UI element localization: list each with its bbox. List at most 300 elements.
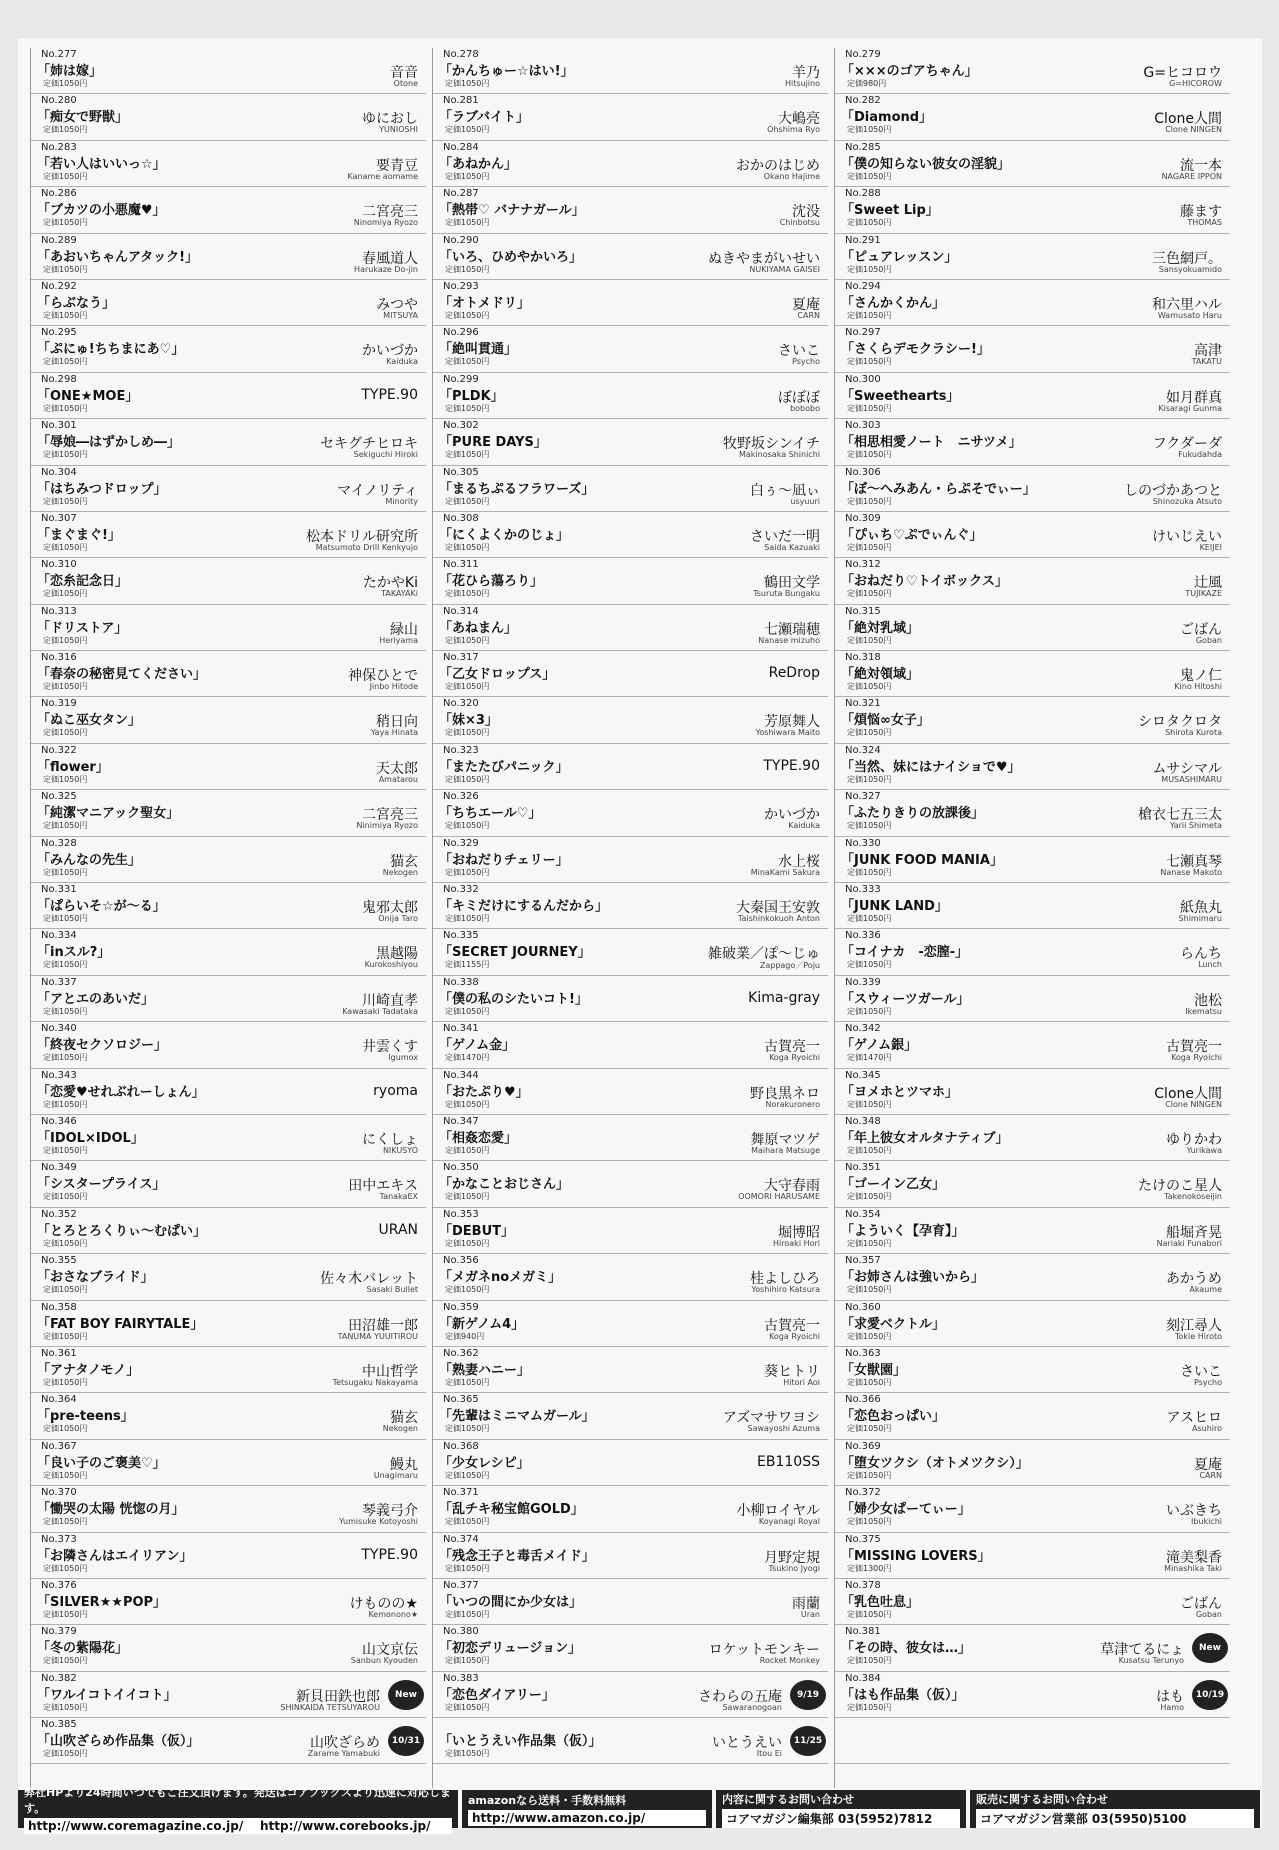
entry-price: 定価1050円: [847, 728, 892, 738]
catalog-entry: [433, 1533, 828, 1579]
footer-amazon-url[interactable]: http://www.amazon.co.jp/: [468, 1810, 706, 1826]
entry-author-romaji: SHINKAIDA TETSUYAROU: [280, 1702, 380, 1712]
entry-title: 「PURE DAYS」: [439, 435, 547, 451]
entry-author-romaji: Sasaki Bullet: [366, 1285, 418, 1295]
catalog-entry: [835, 1115, 1230, 1161]
entry-title: 「まるちぷるフラワーズ」: [439, 481, 595, 497]
entry-author-romaji: Harukaze Do-jin: [354, 264, 418, 274]
entry-author: にくしょ: [362, 1131, 418, 1148]
entry-author: 鰻丸: [390, 1456, 418, 1473]
catalog-entry: [31, 326, 426, 372]
entry-number: No.361: [41, 1347, 77, 1359]
entry-author: EB110SS: [757, 1453, 820, 1470]
entry-author: URAN: [378, 1221, 418, 1238]
entry-author-romaji: Yarii Shimeta: [1169, 821, 1222, 831]
entry-title: 「残念王子と毒舌メイド」: [439, 1548, 595, 1564]
entry-title: 「おねだり♡トイボックス」: [841, 574, 1008, 590]
entry-number: No.280: [41, 95, 77, 107]
entry-number: No.327: [845, 791, 881, 803]
entry-number: No.367: [41, 1440, 77, 1452]
entry-price: 定価980円: [847, 79, 887, 88]
entry-number: No.340: [41, 1023, 77, 1035]
entry-price: 定価1050円: [847, 357, 892, 367]
entry-number: No.308: [443, 512, 479, 524]
entry-price: 定価1050円: [43, 682, 88, 692]
entry-author-romaji: Sawayoshi Azuma: [747, 1424, 820, 1434]
entry-author-romaji: Sansyokuamido: [1158, 264, 1222, 274]
entry-title: 「ワルイコトイイコト」: [37, 1687, 177, 1703]
entry-number: No.356: [443, 1255, 479, 1267]
entry-price: 定価1470円: [847, 1053, 892, 1063]
entry-author: 琴義弓介: [362, 1503, 418, 1520]
catalog-entry: [31, 1069, 426, 1115]
entry-author: らんち: [1180, 946, 1222, 963]
entry-number: No.379: [41, 1626, 77, 1638]
entry-number: No.322: [41, 744, 77, 756]
entry-price: 定価1050円: [847, 589, 892, 599]
entry-price: 定価1050円: [847, 1424, 892, 1434]
entry-author-romaji: Rocket Monkey: [759, 1656, 820, 1666]
catalog-entry: [433, 1625, 828, 1671]
catalog-entry: [835, 651, 1230, 697]
entry-price: 定価1050円: [445, 125, 490, 135]
entry-title: 「オトメドリ」: [439, 295, 530, 311]
entry-author-romaji: TAKAYAKi: [381, 589, 418, 599]
entry-author-romaji: Heriyama: [379, 635, 418, 645]
entry-author-romaji: Ninomiya Ryozo: [353, 218, 418, 228]
entry-number: No.353: [443, 1208, 479, 1220]
footer-content-label: 内容に関するお問い合わせ: [722, 1792, 854, 1806]
entry-author: はも: [1156, 1688, 1184, 1705]
catalog-entry: [31, 1161, 426, 1207]
catalog-entry: [433, 1254, 828, 1300]
entry-author-romaji: Zarame Yamabuki: [307, 1749, 380, 1759]
entry-price: 定価1050円: [847, 821, 892, 831]
entry-author-romaji: Koga Ryoichi: [1171, 1053, 1222, 1063]
entry-author-romaji: Norakuronero: [765, 1099, 820, 1109]
entry-author-romaji: Jinbo Hitode: [369, 682, 418, 692]
entry-author: TYPE.90: [763, 757, 820, 774]
entry-number: No.368: [443, 1440, 479, 1452]
entry-price: 定価1050円: [847, 774, 892, 784]
catalog-entry: [835, 187, 1230, 233]
entry-author-romaji: TanakaEX: [379, 1192, 418, 1202]
entry-author: 佐々木バレット: [320, 1271, 418, 1288]
entry-author: 雨蘭: [792, 1595, 820, 1612]
catalog-entry: [835, 1301, 1230, 1347]
entry-author-romaji: Sanbun Kyouden: [350, 1656, 418, 1666]
entry-author-romaji: Yurikawa: [1186, 1145, 1222, 1155]
entry-price: 定価1050円: [445, 1470, 490, 1480]
entry-author: 緑山: [390, 621, 418, 638]
entry-title: 「らぶなう」: [37, 295, 116, 311]
entry-title: 「FAT BOY FAIRYTALE」: [37, 1316, 204, 1332]
entry-author-romaji: Ninimiya Ryozo: [356, 821, 418, 831]
entry-price: 定価1050円: [847, 218, 892, 228]
catalog-entry: [433, 419, 828, 465]
catalog-entry: [835, 1393, 1230, 1439]
entry-author-romaji: Matsumoto Drill Kenkyujo: [315, 542, 418, 552]
entry-title: 「僕の知らない彼女の淫貌」: [841, 156, 1011, 172]
entry-number: No.290: [443, 234, 479, 246]
footer-sales-box: [970, 1790, 1260, 1828]
entry-title: 「女獣園」: [841, 1362, 907, 1378]
entry-price: 定価1050円: [445, 589, 490, 599]
catalog-entry: [835, 1254, 1230, 1300]
entry-author-romaji: Tokie Hiroto: [1174, 1331, 1222, 1341]
entry-author-romaji: Igumox: [388, 1053, 418, 1063]
release-badge: 10/31: [388, 1726, 424, 1756]
entry-author-romaji: Goban: [1195, 635, 1222, 645]
entry-title: 「山吹ざらめ作品集（仮）」: [37, 1734, 200, 1750]
entry-author-romaji: Yumisuke Kotoyoshi: [339, 1517, 418, 1527]
catalog-entry: [835, 1208, 1230, 1254]
entry-author-romaji: Zappago／Poju: [759, 961, 820, 971]
entry-author: 辻風: [1194, 575, 1222, 592]
entry-author-romaji: NUKIYAMA GAISEI: [749, 264, 820, 274]
catalog-entry: [835, 1579, 1230, 1625]
catalog-entry: [433, 373, 828, 419]
entry-title: 「MISSING LOVERS」: [841, 1548, 991, 1564]
catalog-entry: [433, 605, 828, 651]
catalog-entry: [31, 1533, 426, 1579]
entry-author: 大守春雨: [764, 1178, 820, 1195]
entry-author-romaji: Shimimaru: [1178, 914, 1222, 924]
entry-author-romaji: TUJIKAZE: [1185, 589, 1222, 599]
entry-price: 定価1050円: [43, 496, 88, 506]
catalog-entry: [433, 48, 828, 94]
entry-price: 定価1050円: [445, 1145, 490, 1155]
catalog-entry: [31, 419, 426, 465]
catalog-grid: [30, 48, 1230, 1788]
entry-price: 定価1050円: [43, 1470, 88, 1480]
entry-title: 「相思相愛ノート ニサツメ」: [841, 435, 1022, 451]
entry-number: No.355: [41, 1255, 77, 1267]
entry-title: 「Diamond」: [841, 110, 933, 126]
entry-title: 「冬の紫陽花」: [37, 1641, 129, 1657]
entry-author-romaji: Sekiguchi Hiroki: [353, 450, 418, 460]
entry-price: 定価1050円: [847, 1145, 892, 1155]
entry-author-romaji: Koga Ryoichi: [769, 1053, 820, 1063]
entry-author: さいだ一明: [750, 528, 820, 545]
entry-number: No.311: [443, 559, 479, 571]
catalog-entry: [433, 466, 828, 512]
entry-number: No.310: [41, 559, 77, 571]
entry-price: 定価1050円: [847, 450, 892, 460]
entry-author: 紙魚丸: [1180, 900, 1222, 917]
catalog-entry: [835, 883, 1230, 929]
entry-author: いとうえい: [712, 1735, 782, 1752]
catalog-entry: [433, 512, 828, 558]
entry-author-romaji: Clone NINGEN: [1165, 1099, 1222, 1109]
entry-title: 「おたぷり♥」: [439, 1084, 529, 1100]
entry-title: 「アとエのあいだ」: [37, 991, 155, 1007]
entry-number: No.364: [41, 1394, 77, 1406]
entry-author: 猫玄: [390, 1410, 418, 1427]
footer: [18, 1786, 1262, 1833]
entry-price: 定価1050円: [445, 1702, 490, 1712]
entry-price: 定価1050円: [43, 1053, 88, 1063]
entry-author-romaji: Tetsugaku Nakayama: [332, 1377, 418, 1387]
catalog-entry: [433, 929, 828, 975]
entry-price: 定価1050円: [847, 635, 892, 645]
entry-number: No.309: [845, 512, 881, 524]
entry-number: No.360: [845, 1301, 881, 1313]
catalog-entry: [433, 1301, 828, 1347]
catalog-entry: [835, 94, 1230, 140]
entry-number: No.314: [443, 605, 479, 617]
entry-author-romaji: Okano Hajime: [763, 171, 820, 181]
entry-author-romaji: MITSUYA: [383, 310, 418, 320]
entry-price: 定価1050円: [445, 1192, 490, 1202]
entry-number: No.382: [41, 1672, 77, 1684]
entry-title: 「その時、彼女は…」: [841, 1641, 972, 1657]
entry-author: G=ヒコロウ: [1143, 65, 1222, 81]
catalog-entry: [433, 141, 828, 187]
entry-price: 定価1470円: [445, 1053, 490, 1063]
entry-author: 川崎直孝: [362, 992, 418, 1009]
entry-author-romaji: Kusatsu Terunyo: [1118, 1656, 1184, 1666]
entry-author: フクダーダ: [1152, 436, 1222, 453]
entry-author-romaji: TANUMA YUUITIROU: [337, 1331, 418, 1341]
entry-author: 古賀亮一: [1166, 1039, 1222, 1056]
entry-author: 古賀亮一: [764, 1317, 820, 1334]
entry-price: 定価1050円: [445, 774, 490, 784]
entry-number: No.369: [845, 1440, 881, 1452]
entry-author: 古賀亮一: [764, 1039, 820, 1056]
entry-author-romaji: Yaya Hinata: [370, 728, 418, 738]
catalog-entry: [835, 1718, 1230, 1764]
entry-title: 「姉は嫁」: [37, 64, 103, 79]
entry-title: 「お隣さんはエイリアン」: [37, 1548, 193, 1564]
entry-price: 定価1050円: [43, 774, 88, 784]
entry-number: No.339: [845, 976, 881, 988]
entry-author: 高津: [1194, 343, 1222, 360]
entry-price: 定価1050円: [445, 357, 490, 367]
entry-author: 天太郎: [376, 760, 418, 777]
entry-author-romaji: Nekogen: [382, 1424, 418, 1434]
entry-price: 定価1050円: [43, 1609, 88, 1619]
entry-price: 定価1050円: [43, 310, 88, 320]
entry-number: No.285: [845, 141, 881, 153]
catalog-entry: [31, 790, 426, 836]
entry-author: 黒越陽: [376, 946, 418, 963]
entry-number: No.363: [845, 1347, 881, 1359]
entry-author: 三色網戸。: [1152, 250, 1222, 267]
entry-number: No.331: [41, 884, 77, 896]
entry-author-romaji: Koyanagi Royal: [758, 1517, 820, 1527]
entry-title: 「ゴーイン乙女」: [841, 1177, 946, 1193]
entry-price: 定価1050円: [445, 450, 490, 460]
entry-title: 「ぱらいそ☆が～る」: [37, 899, 166, 915]
footer-url-core[interactable]: http://www.coremagazine.co.jp/: [28, 1819, 244, 1833]
entry-author: 二宮亮三: [362, 807, 418, 824]
entry-author-romaji: Nanase mizuho: [758, 635, 820, 645]
entry-price: 定価1050円: [847, 867, 892, 877]
entry-title: 「先輩はミニマムガール」: [439, 1409, 595, 1425]
entry-price: 定価1050円: [43, 728, 88, 738]
entry-title: 「乱チキ秘宝館GOLD」: [439, 1502, 584, 1518]
catalog-entry: [433, 1486, 828, 1532]
entry-author-romaji: Ibukichi: [1190, 1517, 1222, 1527]
catalog-entry: [835, 280, 1230, 326]
entry-title: 「乙女ドロップス」: [439, 667, 556, 683]
entry-title: 「×××のゴアちゃん」: [841, 64, 978, 79]
entry-price: 定価1050円: [43, 1749, 88, 1759]
entry-number: No.297: [845, 327, 881, 339]
entry-price: 定価1050円: [43, 1424, 88, 1434]
entry-number: No.300: [845, 373, 881, 385]
entry-price: 定価1050円: [445, 821, 490, 831]
entry-price: 定価1050円: [43, 1006, 88, 1016]
entry-price: 定価1050円: [445, 914, 490, 924]
entry-number: No.306: [845, 466, 881, 478]
entry-number: No.332: [443, 884, 479, 896]
entry-price: 定価1050円: [445, 403, 490, 413]
entry-author: 猫玄: [390, 853, 418, 870]
entry-title: 「よういく【孕育】」: [841, 1223, 965, 1239]
entry-title: 「痴女で野獣」: [37, 110, 129, 126]
footer-sales-phone: コアマガジン営業部 03(5950)5100: [976, 1809, 1254, 1828]
entry-author-romaji: Goban: [1195, 1609, 1222, 1619]
entry-price: 定価1050円: [43, 821, 88, 831]
entry-author-romaji: Taishinkokuoh Anton: [737, 914, 820, 924]
entry-price: 定価1050円: [43, 1145, 88, 1155]
entry-number: No.335: [443, 930, 479, 942]
entry-author: 雑破業／ぽ～じゅ: [708, 946, 820, 963]
entry-author-romaji: TAKATU: [1191, 357, 1222, 367]
entry-number: No.373: [41, 1533, 77, 1545]
catalog-entry: [433, 1393, 828, 1439]
entry-title: 「JUNK LAND」: [841, 899, 948, 915]
entry-number: No.307: [41, 512, 77, 524]
entry-price: 定価1050円: [445, 1563, 490, 1573]
entry-number: No.298: [41, 373, 77, 385]
entry-author-romaji: NAGARE IPPON: [1161, 171, 1222, 181]
catalog-entry: [31, 1625, 426, 1671]
entry-title: 「スウィーツガール」: [841, 991, 970, 1007]
entry-price: 定価1050円: [43, 125, 88, 135]
catalog-entry: [31, 512, 426, 558]
entry-number: No.296: [443, 327, 479, 339]
entry-title: 「IDOL×IDOL」: [37, 1130, 144, 1146]
entry-number: No.370: [41, 1487, 77, 1499]
entry-author: ReDrop: [768, 665, 820, 682]
catalog-entry: [31, 280, 426, 326]
entry-author-romaji: Nanase Makoto: [1160, 867, 1222, 877]
entry-price: 定価1050円: [445, 1609, 490, 1619]
entry-title: 「ピュアレッスン」: [841, 249, 958, 265]
entry-author: 水上桜: [778, 853, 820, 870]
entry-number: No.383: [443, 1672, 479, 1684]
catalog-entry: [433, 234, 828, 280]
entry-author-romaji: Hitsujino: [784, 79, 820, 88]
entry-title: 「若い人はいいっ☆」: [37, 156, 166, 172]
entry-author: 白ぅ～凪ぃ: [750, 482, 820, 499]
entry-author: 要青豆: [376, 157, 418, 174]
entry-author-romaji: CARN: [797, 310, 820, 320]
catalog-entry: [433, 1579, 828, 1625]
entry-number: No.289: [41, 234, 77, 246]
entry-number: No.302: [443, 420, 479, 432]
entry-author: さいこ: [1180, 1363, 1222, 1380]
catalog-entry: [835, 744, 1230, 790]
catalog-column-2: [432, 48, 828, 1788]
entry-author-romaji: Uran: [800, 1609, 820, 1619]
entry-author: アスヒロ: [1166, 1410, 1222, 1427]
entry-author-romaji: Otone: [393, 79, 418, 88]
catalog-entry: [433, 1718, 828, 1764]
entry-title: 「おさなブライド」: [37, 1270, 154, 1286]
entry-price: 定価1050円: [43, 542, 88, 552]
entry-number: No.348: [845, 1115, 881, 1127]
entry-price: 定価1050円: [43, 1702, 88, 1712]
footer-sales-label: 販売に関するお問い合わせ: [976, 1792, 1108, 1806]
entry-price: 定価1050円: [847, 1331, 892, 1341]
entry-price: 定価1050円: [847, 1285, 892, 1295]
catalog-entry: [835, 837, 1230, 883]
entry-price: 定価1050円: [847, 1377, 892, 1387]
entry-price: 定価1050円: [847, 496, 892, 506]
entry-title: 「さくらデモクラシー!」: [841, 342, 990, 358]
entry-number: No.313: [41, 605, 77, 617]
entry-author: TYPE.90: [361, 386, 418, 403]
footer-url-corebooks[interactable]: http://www.corebooks.jp/: [259, 1819, 431, 1833]
entry-number: No.292: [41, 280, 77, 292]
entry-author: 野良黒ネロ: [750, 1085, 820, 1102]
footer-amazon-label: amazonなら送料・手数料無料: [468, 1794, 627, 1807]
entry-author-romaji: Hitori Aoi: [783, 1377, 820, 1387]
entry-number: No.315: [845, 605, 881, 617]
entry-title: 「まぐまぐ!」: [37, 527, 121, 543]
entry-author: 松本ドリル研究所: [306, 528, 418, 545]
entry-author: 音音: [390, 65, 418, 81]
catalog-entry: [433, 1069, 828, 1115]
entry-title: 「いとうえい作品集（仮）」: [439, 1734, 602, 1750]
entry-title: 「PLDK」: [439, 388, 504, 404]
catalog-entry: [835, 466, 1230, 512]
entry-author: ryoma: [373, 1082, 418, 1099]
entry-price: 定価1050円: [847, 1006, 892, 1016]
entry-author-romaji: bobobo: [790, 403, 820, 413]
entry-title: 「とろとろくりぃ～むぱい」: [37, 1223, 207, 1239]
entry-title: 「さんかくかん」: [841, 295, 946, 311]
entry-price: 定価1050円: [847, 1099, 892, 1109]
entry-price: 定価1050円: [847, 1238, 892, 1248]
entry-title: 「inスル?」: [37, 945, 111, 961]
release-badge: 11/25: [790, 1726, 826, 1756]
entry-author: 牧野坂シンイチ: [723, 436, 820, 453]
entry-author-romaji: Yoshihiro Katsura: [751, 1285, 820, 1295]
entry-title: 「僕の私のシたいコト!」: [439, 991, 588, 1007]
entry-price: 定価1050円: [445, 728, 490, 738]
entry-price: 定価1050円: [445, 79, 490, 88]
entry-title: 「妹×3」: [439, 713, 498, 729]
entry-title: 「絶対乳域」: [841, 620, 920, 636]
entry-price: 定価1050円: [43, 1517, 88, 1527]
entry-price: 定価1050円: [43, 1238, 88, 1248]
entry-author-romaji: Amatarou: [378, 774, 418, 784]
entry-author: おかのはじめ: [736, 157, 820, 174]
entry-price: 定価1050円: [847, 264, 892, 274]
entry-title: 「ラブバイト」: [439, 110, 529, 126]
entry-price: 定価1050円: [43, 914, 88, 924]
entry-title: 「コイナカ -恋膣-」: [841, 945, 969, 961]
entry-author: 池松: [1194, 992, 1222, 1009]
entry-author: ぬきやまがいせい: [708, 250, 820, 267]
entry-title: 「ドリストア」: [37, 620, 128, 636]
entry-author: 山吹ざらめ: [310, 1735, 380, 1752]
